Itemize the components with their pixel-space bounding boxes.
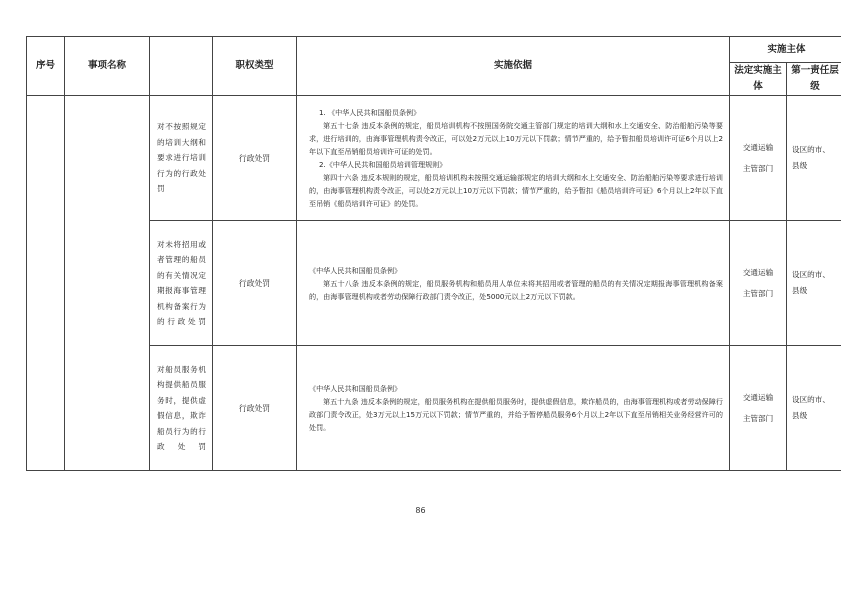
authority-table: [26, 36, 841, 471]
header-blank: [150, 37, 213, 96]
header-first-level: 第一责任层级: [787, 63, 841, 96]
first-level-cell: 设区的市、 县级: [787, 96, 841, 221]
item-name-cell: [65, 96, 150, 471]
basis-article: 第五十七条 违反本条例的规定，船员培训机构不按照国务院交通主管部门规定的培训大纲和水上交通安全、防治船舶污染等要求，进行培训的，由海事管理机构责令改正，可以处2万元以上10万元以下罚款；情节严重的，给予暂扣船员培训许可证6个月以上2年以下直至吊销船员培训许可证的处罚。: [309, 121, 723, 156]
table-row: [27, 96, 841, 221]
header-basis: 实施依据: [297, 37, 730, 96]
table-row: [27, 346, 841, 471]
page-number: 86: [415, 506, 426, 515]
legal-subject-cell: 交通运输 主管部门: [730, 96, 787, 221]
header-seq: 序号: [27, 37, 65, 96]
basis-article: 第五十九条 违反本条例的规定，船员服务机构在提供船员服务时，提供虚假信息，欺诈船员的，由海事管理机构或者劳动保障行政部门责令改正，处3万元以上15万元以下罚款；情节严重的，并给予暂停船员服务6个月以上2年以下直至吊销相关业务经营许可的处罚。: [309, 397, 723, 432]
basis-article: 第四十六条 违反本规则的规定，船员培训机构未按照交通运输部规定的培训大纲和水上交通安全、防治船舶污染等要求进行培训的，由海事管理机构责令改正，可以处2万元以上10万元以下罚款；情节严重的，给予暂扣《船员培训许可证》6个月以上2年以下直至吊销《船员培训许可证》的处罚。: [309, 173, 723, 208]
header-item-name: 事项名称: [65, 37, 150, 96]
authority-type-cell: 行政处罚: [213, 96, 297, 221]
authority-type-cell: 行政处罚: [213, 346, 297, 471]
sub-item-cell: 对未将招用或者管理的船员的有关情况定期报海事管理机构备案行为的行政处罚: [150, 221, 213, 346]
header-subject: 实施主体: [730, 37, 841, 63]
basis-title: 1. 《中华人民共和国船员条例》: [319, 108, 421, 117]
basis-title: 《中华人民共和国船员条例》: [309, 384, 402, 393]
sub-item-cell: 对不按照规定的培训大纲和要求进行培训行为的行政处罚: [150, 96, 213, 221]
table-row: [27, 221, 841, 346]
header-legal-subject: 法定实施主体: [730, 63, 787, 96]
first-level-cell: 设区的市、 县级: [787, 221, 841, 346]
basis-cell: [297, 346, 730, 471]
legal-subject-cell: 交通运输 主管部门: [730, 221, 787, 346]
basis-cell: [297, 221, 730, 346]
basis-title: 《中华人民共和国船员条例》: [309, 265, 402, 275]
basis-title: 2.《中华人民共和国船员培训管理规则》: [319, 160, 447, 169]
seq-cell: [27, 96, 65, 471]
first-level-cell: 设区的市、 县级: [787, 346, 841, 471]
basis-cell: [297, 96, 730, 221]
sub-item-cell: 对船员服务机构提供船员服务时，提供虚假信息，欺诈船员行为的行政处罚: [150, 346, 213, 471]
authority-type-cell: 行政处罚: [213, 221, 297, 346]
header-authority-type: 职权类型: [213, 37, 297, 96]
legal-subject-cell: 交通运输 主管部门: [730, 346, 787, 471]
basis-article: 第五十八条 违反本条例的规定，船员服务机构和船员用人单位未将其招用或者管理的船员的有关情况定期报海事管理机构备案的，由海事管理机构或者劳动保障行政部门责令改正，处5000元以上2万元以下罚款。: [309, 278, 723, 301]
